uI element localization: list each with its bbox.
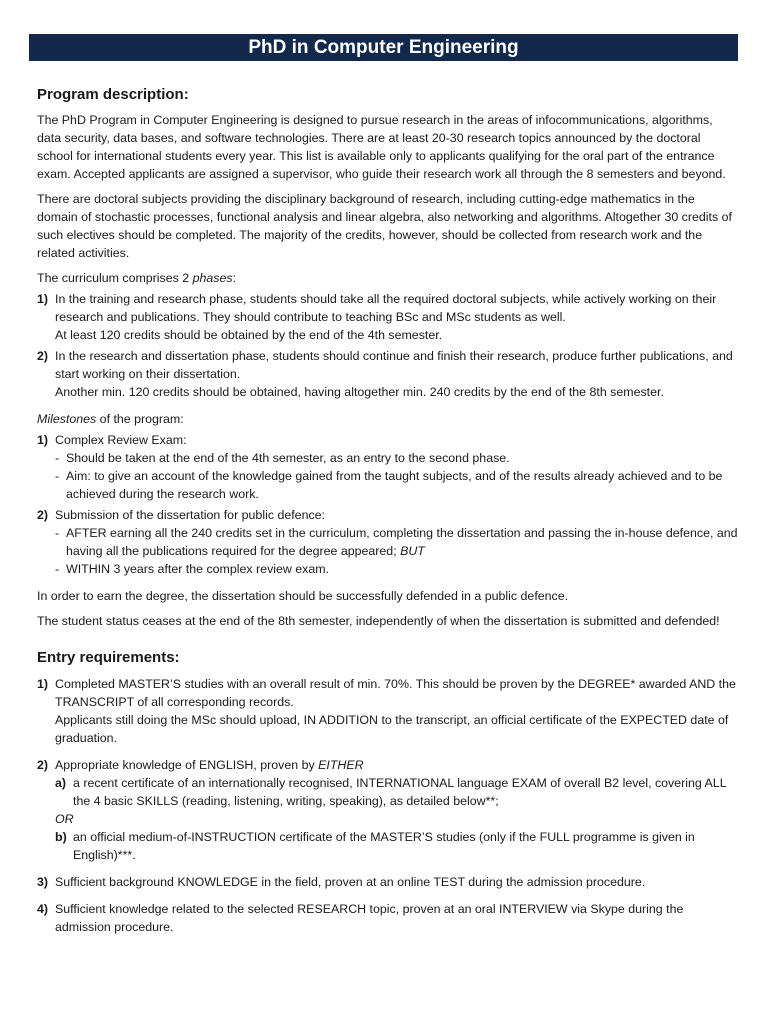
requirement-item-3: 3) Sufficient background KNOWLEDGE in the field, proven at an online TEST during the admission procedure. xyxy=(37,875,646,889)
or-separator: OR xyxy=(55,812,74,826)
bullet-dash: - xyxy=(55,562,60,576)
paragraph-intro: The PhD Program in Computer Engineering is designed to pursue research in the areas of infocommunications, algorithms, data security, data bases, and software technologies. There are at least 20-30 research topics announced by the doctoral school for international students every year. This list is available only to applicants qualifying for the oral part of the entrance exam. Accepted applicants are assigned a supervisor, who guide their research work all through the 8 semesters and beyond. xyxy=(37,113,726,181)
milestone-subitem: - Should be taken at the end of the 4th semester, as an entry to the second phase. xyxy=(55,451,510,465)
phase-text: In the research and dissertation phase, students should continue and finish their research, produce further publications, and start working on their dissertation. xyxy=(55,349,733,381)
requirement-item-1: 1) Completed MASTER’S studies with an overall result of min. 70%. This should be proven by the DEGREE* awarded AND the TRANSCRIPT of all corresponding records. Applicants still doing the MSc should upload, IN ADDITION to the transcript, an official certificate of the EXPECTED date of graduation. xyxy=(37,677,736,745)
paragraph-status: The student status ceases at the end of the 8th semester, independently of when the dissertation is submitted and defended! xyxy=(37,614,720,628)
bullet-dash: - xyxy=(55,451,60,465)
option-b: b) an official medium-of-INSTRUCTION certificate of the MASTER’S studies (only if the FULL programme is given in English)***. xyxy=(55,830,695,862)
list-number: 2) xyxy=(37,508,49,522)
list-number: 1) xyxy=(37,677,49,691)
list-number: 2) xyxy=(37,758,49,772)
list-number: 4) xyxy=(37,902,49,916)
milestones-intro: Milestones of the program: xyxy=(37,412,184,426)
bullet-dash: - xyxy=(55,469,60,483)
list-number: 1) xyxy=(37,433,49,447)
option-a: a) a recent certificate of an internationally recognised, INTERNATIONAL language EXAM of overall B2 level, covering ALL the 4 basic SKILLS (reading, listening, writing, speaking), as detailed below**; xyxy=(55,776,727,808)
bullet-dash: - xyxy=(55,526,60,540)
milestone-item-2 xyxy=(37,506,738,578)
milestone-item-1 xyxy=(37,431,738,503)
entry-requirements-heading: Entry requirements: xyxy=(37,649,180,666)
list-number: 3) xyxy=(37,875,49,889)
paragraph-subjects: There are doctoral subjects providing the disciplinary background of research, including cutting-edge mathematics in the domain of stochastic processes, functional analysis and linear algebra, also networking and algorithms. Altogether 30 credits of such electives should be completed. The majority of the credits, however, should be collected from research work and the related activities. xyxy=(37,192,732,260)
page-title: PhD in Computer Engineering xyxy=(29,34,738,61)
requirement-item-4: 4) Sufficient knowledge related to the selected RESEARCH topic, proven at an oral INTERVIEW via Skype during the admission procedure. xyxy=(37,902,684,934)
phase-note: At least 120 credits should be obtained by the end of the 4th semester. xyxy=(55,328,443,342)
phase-item-1 xyxy=(37,290,738,344)
program-description-heading: Program description: xyxy=(37,86,189,103)
requirement-item-2: 2) Appropriate knowledge of ENGLISH, proven by EITHER a) a recent certificate of an internationally recognised, INTERNATIONAL language EXAM of overall B2 level, covering ALL the 4 basic SKILLS (reading, listening, writing, speaking), as detailed below**; OR b) an official medium-of-INSTRUCTION certificate of the MASTER’S studies (only if the FULL programme is given in English)***. xyxy=(37,756,738,864)
list-number: 2) xyxy=(37,349,49,363)
phase-text: In the training and research phase, students should take all the required doctoral subjects, while actively working on their research and publications. They should contribute to teaching BSc and MSc students as well. xyxy=(55,292,717,324)
paragraph-defence: In order to earn the degree, the dissertation should be successfully defended in a public defence. xyxy=(37,589,569,603)
milestone-subitem: - AFTER earning all the 240 credits set in the curriculum, completing the dissertation and passing the in-house defence, and having all the publications required for the degree appeared; BUT xyxy=(55,526,738,558)
milestone-subitem: - Aim: to give an account of the knowledge gained from the taught subjects, and of the results already achieved and to be achieved during the research work. xyxy=(55,469,723,501)
phase-item-2 xyxy=(37,347,738,401)
milestone-title: Submission of the dissertation for public defence: xyxy=(55,508,325,522)
curriculum-intro: The curriculum comprises 2 phases: xyxy=(37,271,237,285)
phase-note: Another min. 120 credits should be obtained, having altogether min. 240 credits by the end of the 8th semester. xyxy=(55,385,664,399)
milestone-title: Complex Review Exam: xyxy=(55,433,187,447)
milestone-subitem: - WITHIN 3 years after the complex review exam. xyxy=(55,562,330,576)
list-number: 1) xyxy=(37,292,49,306)
